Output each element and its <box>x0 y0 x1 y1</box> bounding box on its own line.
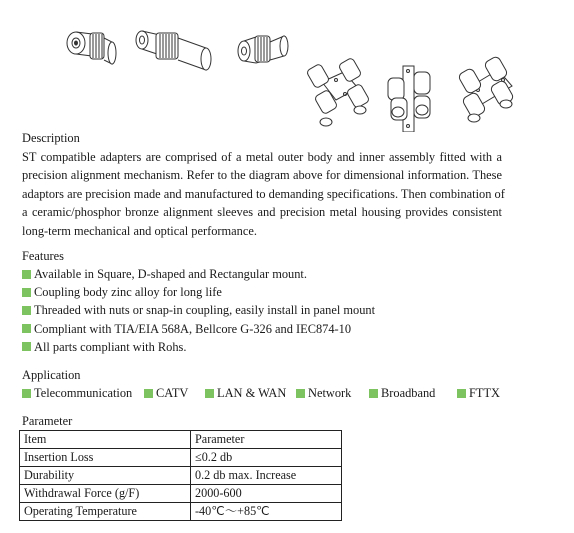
features-title: Features <box>22 249 64 263</box>
table-cell: 2000-600 <box>191 485 342 503</box>
description-line: precision alignment mechanism. Refer to the diagram above for dimensional information. These <box>22 168 502 183</box>
application-text: LAN & WAN <box>217 386 287 400</box>
st-adapter-threaded-drawing <box>67 32 116 64</box>
application-item <box>205 384 286 402</box>
table-cell: 0.2 db max. Increase <box>191 467 342 485</box>
feature-text: Coupling body zinc alloy for long life <box>34 285 222 300</box>
green-square-bullet-icon <box>22 270 31 279</box>
st-adapter-drawings <box>0 0 574 132</box>
table-row <box>20 449 342 467</box>
application-text: Telecommunication <box>34 386 133 400</box>
application-item <box>22 384 132 402</box>
application-text: Broadband <box>381 386 436 400</box>
application-item <box>457 384 500 402</box>
table-header-cell: Parameter <box>191 431 342 449</box>
description-text <box>22 148 505 240</box>
description-title: Description <box>22 131 80 145</box>
green-square-bullet-icon <box>22 288 31 297</box>
application-text: Network <box>308 386 352 400</box>
feature-item <box>22 338 375 356</box>
feature-text: All parts compliant with Rohs. <box>34 339 187 354</box>
st-adapter-d-flange-drawing <box>388 66 430 132</box>
table-cell: Insertion Loss <box>20 449 191 467</box>
table-cell: Operating Temperature <box>20 503 191 521</box>
feature-text: Compliant with TIA/EIA 568A, Bellcore G-326 and IEC874-10 <box>34 321 352 336</box>
feature-text: Available in Square, D-shaped and Rectangular mount. <box>34 267 307 281</box>
application-text: CATV <box>156 386 189 400</box>
green-square-bullet-icon <box>205 389 214 398</box>
green-square-bullet-icon <box>22 389 31 398</box>
feature-item <box>22 301 375 319</box>
feature-item <box>22 283 375 301</box>
application-item <box>296 384 351 402</box>
description-line: long-term mechanical and optical performance. <box>22 223 257 238</box>
application-title: Application <box>22 368 81 382</box>
application-text: FTTX <box>469 386 500 400</box>
green-square-bullet-icon <box>22 342 31 351</box>
st-adapter-short-drawing <box>238 36 288 63</box>
table-cell: ≤0.2 db <box>191 449 342 467</box>
parameter-title: Parameter <box>22 414 73 428</box>
st-adapter-coupling-drawing <box>136 31 211 70</box>
table-header-cell: Item <box>20 431 191 449</box>
feature-item <box>22 265 375 283</box>
green-square-bullet-icon <box>22 324 31 333</box>
parameter-table <box>19 430 342 521</box>
table-cell: Durability <box>20 467 191 485</box>
table-header-row <box>20 431 342 449</box>
st-adapter-square-flange-drawing <box>306 57 370 126</box>
table-cell: -40℃～+85℃ <box>191 503 342 521</box>
green-square-bullet-icon <box>369 389 378 398</box>
application-item <box>144 384 188 402</box>
feature-item <box>22 320 375 338</box>
green-square-bullet-icon <box>144 389 153 398</box>
green-square-bullet-icon <box>22 306 31 315</box>
description-line: a ceramic/phosphor bronze alignment sleeves and precision metal housing provides consistent <box>22 205 502 220</box>
table-row <box>20 467 342 485</box>
application-item <box>369 384 435 402</box>
feature-text: Threaded with nuts or snap-in coupling, easily install in panel mount <box>34 303 376 318</box>
application-list <box>22 384 542 402</box>
green-square-bullet-icon <box>457 389 466 398</box>
table-cell: Withdrawal Force (g/F) <box>20 485 191 503</box>
st-adapter-rect-flange-drawing <box>458 55 515 122</box>
features-list <box>22 265 375 356</box>
table-row <box>20 485 342 503</box>
table-row <box>20 503 342 521</box>
green-square-bullet-icon <box>296 389 305 398</box>
description-line: adaptors are precision made and manufactured to demanding specifications. Then combination of <box>22 186 505 201</box>
description-line: ST compatible adapters are comprised of a metal outer body and inner assembly fitted with a <box>22 150 502 164</box>
